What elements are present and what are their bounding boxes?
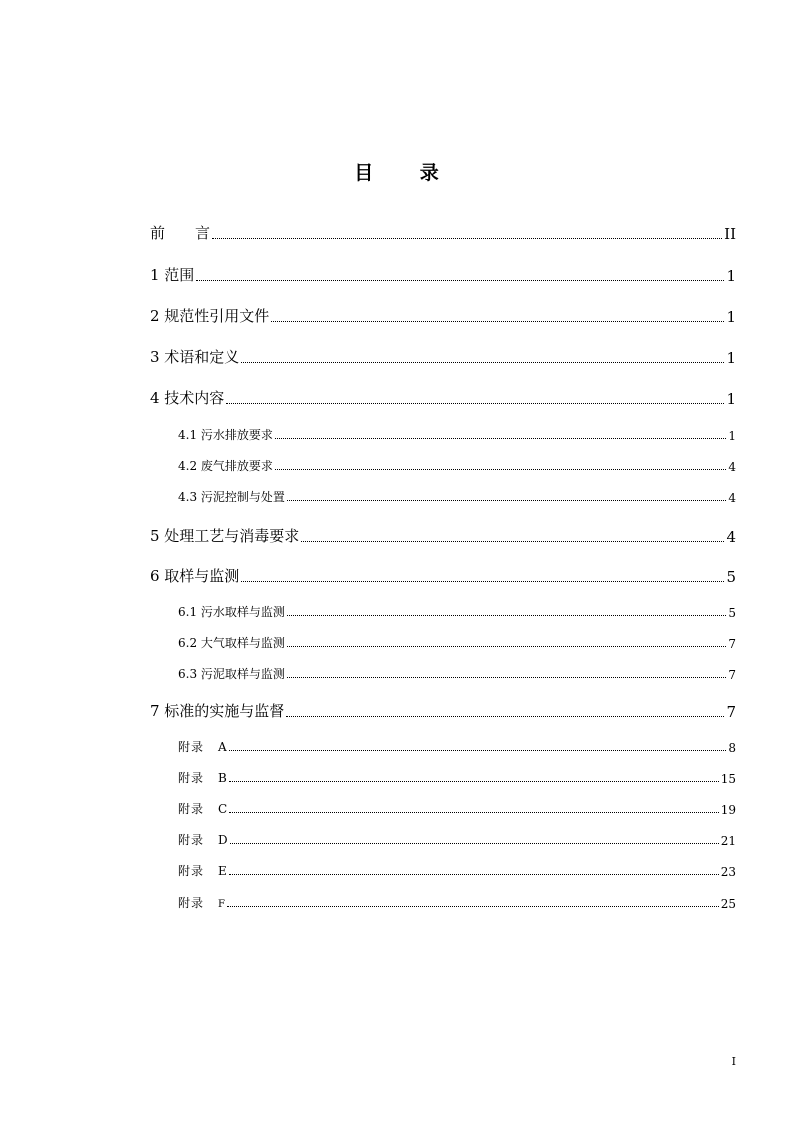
dot-leader <box>241 581 724 582</box>
toc-entry-page: 23 <box>720 865 736 879</box>
toc-entry-label: 1 范围 <box>150 266 195 284</box>
toc-entry-label: 4 技术内容 <box>150 389 225 407</box>
toc-entry-label: 前 言 <box>150 224 211 242</box>
dot-leader <box>287 615 726 616</box>
toc-entry-label <box>178 738 227 755</box>
toc-entry-appendix-f[interactable] <box>178 894 736 911</box>
toc-entry-page: 25 <box>720 897 736 911</box>
toc-entry-appendix-d[interactable] <box>178 831 736 848</box>
appendix-word: 附录 <box>178 896 205 910</box>
toc-entry-appendix-b[interactable] <box>178 769 736 786</box>
page-title: 目 录 <box>354 162 459 184</box>
toc-entry-page: 15 <box>720 772 736 786</box>
dot-leader <box>229 874 719 875</box>
toc-entry-foreword[interactable] <box>150 222 736 243</box>
toc-entry-page: 1 <box>726 349 736 367</box>
toc-entry-page: 1 <box>726 390 736 408</box>
toc-entry-label <box>178 862 227 879</box>
toc-entry-section-6-1[interactable] <box>178 603 736 620</box>
page-number: I <box>731 1055 736 1068</box>
dot-leader <box>287 646 726 647</box>
toc-entry-page: 4 <box>728 491 736 505</box>
appendix-letter: A <box>218 740 227 754</box>
dot-leader <box>287 500 726 501</box>
toc-entry-section-4-3[interactable] <box>178 488 736 505</box>
appendix-letter: C <box>218 802 228 816</box>
toc-entry-label: 4.2 废气排放要求 <box>178 459 273 473</box>
toc-entry-page: 5 <box>726 568 736 586</box>
toc-entry-page: 21 <box>720 834 736 848</box>
dot-leader <box>212 238 722 239</box>
toc-entry-label: 6.1 污水取样与监测 <box>178 605 285 619</box>
toc-entry-page: II <box>724 225 736 243</box>
toc-entry-label: 6.2 大气取样与监测 <box>178 636 285 650</box>
toc-entry-page: 1 <box>726 308 736 326</box>
appendix-word: 附录 <box>178 802 205 816</box>
toc-entry-label: 6.3 污泥取样与监测 <box>178 667 285 681</box>
appendix-letter: D <box>218 833 228 847</box>
toc-entry-page: 5 <box>728 606 736 620</box>
toc-entry-page: 7 <box>728 637 736 651</box>
toc-entry-label: 4.1 污水排放要求 <box>178 428 273 442</box>
toc-entry-page: 1 <box>728 429 736 443</box>
dot-leader <box>229 812 719 813</box>
dot-leader <box>301 541 724 542</box>
toc-entry-label <box>178 831 228 848</box>
toc-entry-label: 2 规范性引用文件 <box>150 307 270 325</box>
dot-leader <box>275 438 726 439</box>
toc-entry-section-2[interactable] <box>150 305 736 326</box>
dot-leader <box>229 781 719 782</box>
toc-entry-appendix-c[interactable] <box>178 800 736 817</box>
toc-entry-section-4-1[interactable] <box>178 426 736 443</box>
toc-entry-section-6[interactable] <box>150 565 736 586</box>
appendix-word: 附录 <box>178 833 205 847</box>
toc-entry-section-3[interactable] <box>150 346 736 367</box>
toc-entry-page: 7 <box>728 668 736 682</box>
toc-entry-label: 7 标准的实施与监督 <box>150 702 285 720</box>
toc-entry-page: 4 <box>726 528 736 546</box>
toc-entry-page: 8 <box>728 741 736 755</box>
toc-entry-section-4[interactable] <box>150 387 736 408</box>
toc-entry-label: 6 取样与监测 <box>150 567 240 585</box>
toc-entry-label: 4.3 污泥控制与处置 <box>178 490 285 504</box>
toc-entry-page: 1 <box>726 267 736 285</box>
toc-entry-section-1[interactable] <box>150 264 736 285</box>
dot-leader <box>275 469 726 470</box>
toc-entry-page: 19 <box>720 803 736 817</box>
toc-entry-section-4-2[interactable] <box>178 457 736 474</box>
appendix-letter: E <box>218 864 227 878</box>
toc-entry-label: 5 处理工艺与消毒要求 <box>150 527 300 545</box>
toc-entry-label <box>178 894 225 911</box>
toc-entry-section-7[interactable] <box>150 700 736 721</box>
toc-entry-section-6-3[interactable] <box>178 665 736 682</box>
appendix-letter: B <box>218 771 227 785</box>
toc-entry-page: 4 <box>728 460 736 474</box>
dot-leader <box>196 280 724 281</box>
dot-leader <box>287 677 726 678</box>
dot-leader <box>230 843 719 844</box>
dot-leader <box>241 362 724 363</box>
toc-entry-appendix-e[interactable] <box>178 862 736 879</box>
appendix-word: 附录 <box>178 864 205 878</box>
toc-entry-section-5[interactable] <box>150 525 736 546</box>
toc-entry-page: 7 <box>726 703 736 721</box>
toc-entry-appendix-a[interactable] <box>178 738 736 755</box>
dot-leader <box>226 403 724 404</box>
toc-entry-label <box>178 800 227 817</box>
toc-entry-label <box>178 769 227 786</box>
dot-leader <box>286 716 724 717</box>
dot-leader <box>229 750 727 751</box>
dot-leader <box>227 906 719 907</box>
dot-leader <box>271 321 724 322</box>
appendix-letter: F <box>218 899 225 910</box>
appendix-word: 附录 <box>178 771 205 785</box>
toc-entry-label: 3 术语和定义 <box>150 348 240 366</box>
toc-entry-section-6-2[interactable] <box>178 634 736 651</box>
appendix-word: 附录 <box>178 740 205 754</box>
